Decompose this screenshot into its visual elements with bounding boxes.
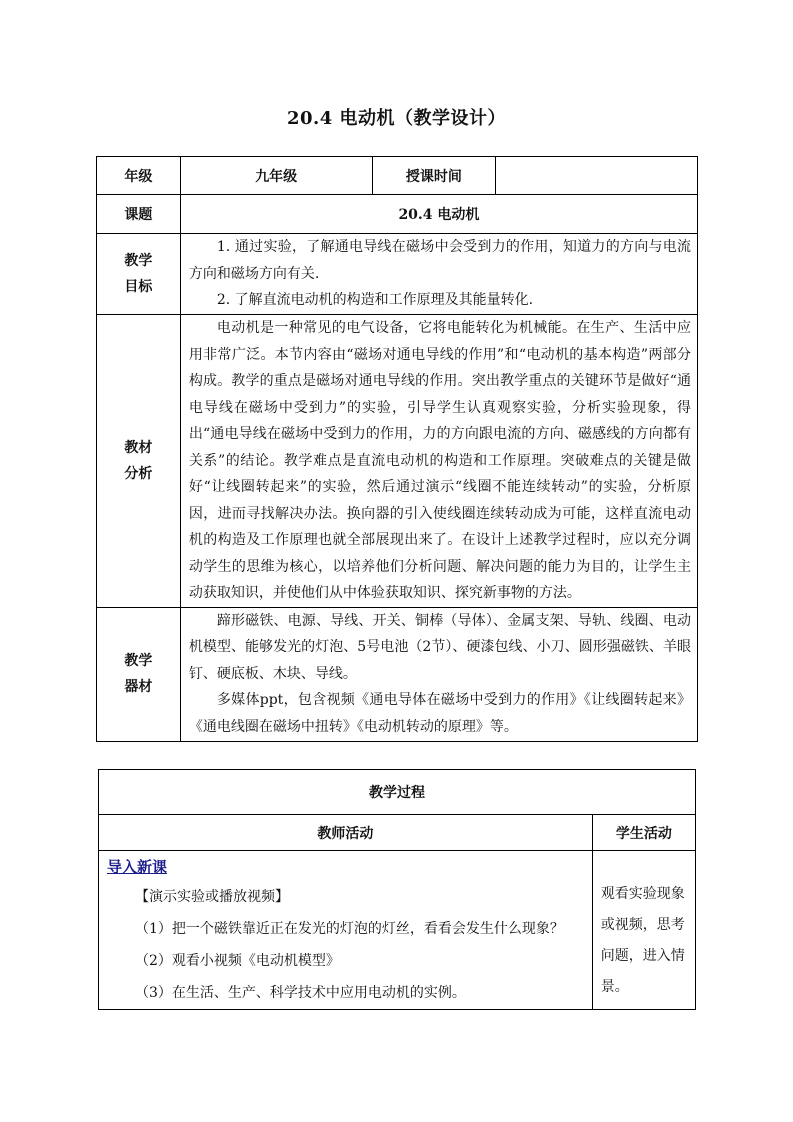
section-title-intro: 导入新课	[107, 858, 168, 876]
equipment-label-line1: 教学	[124, 653, 153, 669]
analysis-label	[97, 315, 181, 608]
topic-value: 20.4 电动机	[180, 195, 697, 234]
equipment-label-line2: 器材	[124, 679, 153, 695]
time-label: 授课时间	[372, 157, 496, 195]
equipment-content	[180, 607, 697, 741]
teacher-activity-header: 教师活动	[99, 815, 593, 851]
teacher-line: （1）把一个磁铁靠近正在发光的灯泡的灯丝，看看会发生什么现象？	[135, 921, 564, 937]
teacher-line: （2）观看小视频《电动机模型》	[135, 953, 340, 969]
topic-row	[97, 195, 698, 234]
equipment-row	[97, 607, 698, 741]
analysis-row	[97, 315, 698, 608]
topic-label: 课题	[97, 195, 181, 234]
equipment-item: 多媒体ppt，包含视频《通电导体在磁场中受到力的作用》《让线圈转起来》《通电线圈在磁场中扭转》《电动机转动的原理》等。	[188, 692, 691, 735]
analysis-content	[180, 315, 697, 608]
process-header-row	[99, 770, 696, 815]
teacher-activity-cell	[99, 851, 593, 1010]
equipment-item: 蹄形磁铁、电源、导线、开关、铜棒（导体）、金属支架、导轨、线圈、电动机模型、能够发光的灯泡、5号电池（2节）、硬漆包线、小刀、圆形强磁铁、羊眼钉、硬底板、木块、导线。	[188, 612, 691, 682]
grade-value: 九年级	[180, 157, 372, 195]
teaching-process-table	[98, 769, 696, 1010]
student-activity-cell: 观看实验现象或视频，思考问题，进入情景。	[592, 851, 695, 1010]
goal-item: 2. 了解直流电动机的构造和工作原理及其能量转化.	[216, 292, 534, 309]
lesson-info-table	[96, 156, 698, 742]
goals-row	[97, 234, 698, 315]
teacher-line: （3）在生活、生产、科学技术中应用电动机的实例。	[135, 985, 466, 1001]
goals-content	[180, 234, 697, 315]
process-header: 教学过程	[99, 770, 696, 815]
analysis-text: 电动机是一种常见的电气设备，它将电能转化为机械能。在生产、生活中应用非常广泛。本节内容由“磁场对通电导线的作用”和“电动机的基本构造”两部分构成。教学的重点是磁场对通电导线的作用。突出教学重点的关键环节是做好“通电导线在磁场中受到力”的实验，引导学生认真观察实验，分析实验现象，得出“通电导线在磁场中受到力的作用，力的方向跟电流的方向、磁感线的方向都有关系”的结论。教学难点是直流电动机的构造和工作原理。突破难点的关键是做好“让线圈转起来”的实验，然后通过演示“线圈不能连续转动”的实验，分析原因，进而寻找解决办法。换向器的引入使线圈连续转动成为可能，这样直流电动机的构造及工作原理也就全部展现出来了。在设计上述教学过程时，应以充分调动学生的思维为核心，以培养他们分析问题、解决问题的能力为目的，让学生主动获取知识，并使他们从中体验获取知识、探究新事物的方法。	[188, 320, 691, 601]
teacher-line: 【演示实验或播放视频】	[135, 889, 289, 905]
student-activity-header: 学生活动	[592, 815, 695, 851]
grade-row	[97, 157, 698, 195]
goal-item: 1. 通过实验，了解通电导线在磁场中会受到力的作用，知道力的方向与电流方向和磁场方向有关.	[188, 239, 691, 282]
time-value	[496, 157, 698, 195]
process-columns-row	[99, 815, 696, 851]
equipment-label	[97, 607, 181, 741]
analysis-label-line2: 分析	[124, 465, 153, 482]
goals-label	[97, 234, 181, 315]
goals-label-line1: 教学	[124, 253, 153, 269]
intro-row	[99, 851, 696, 1010]
analysis-label-line1: 教材	[124, 439, 153, 456]
document-title: 20.4 电动机（教学设计）	[286, 108, 507, 129]
goals-label-line2: 目标	[124, 279, 153, 295]
grade-label: 年级	[97, 157, 181, 195]
